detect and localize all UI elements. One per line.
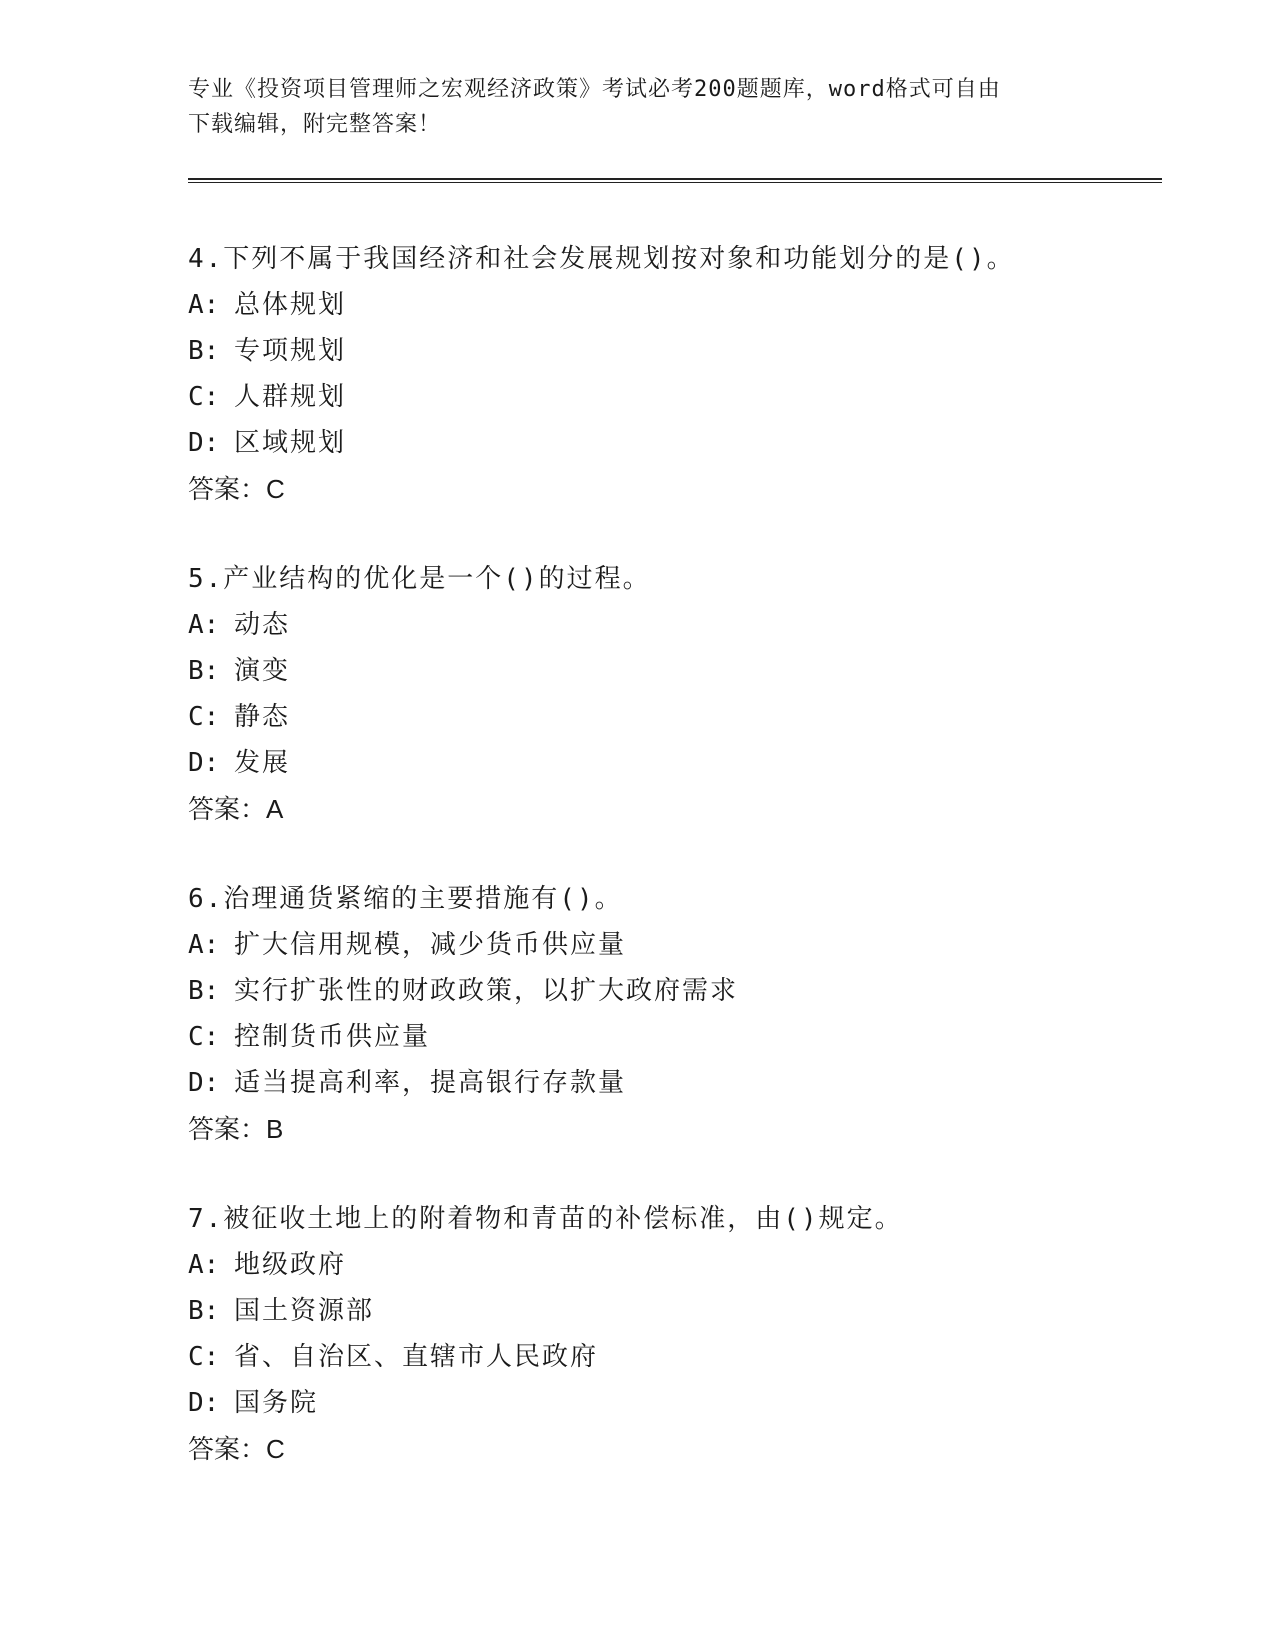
question-4 bbox=[188, 236, 1148, 512]
option-text: 适当提高利率，提高银行存款量 bbox=[234, 1068, 627, 1098]
answer-line: 答案：C bbox=[188, 474, 285, 504]
question-stem: 7.被征收土地上的附着物和青苗的补偿标准，由()规定。 bbox=[188, 1204, 903, 1234]
option-letter: D: bbox=[188, 428, 220, 458]
option-letter: B: bbox=[188, 976, 220, 1006]
option-letter: B: bbox=[188, 336, 220, 366]
option-text: 扩大信用规模，减少货币供应量 bbox=[234, 930, 627, 960]
option-text: 总体规划 bbox=[234, 290, 347, 320]
option-letter: D: bbox=[188, 748, 220, 778]
option-letter: A: bbox=[188, 930, 220, 960]
option-b bbox=[188, 1288, 1148, 1334]
option-text: 实行扩张性的财政政策，以扩大政府需求 bbox=[234, 976, 739, 1006]
option-text: 国土资源部 bbox=[234, 1296, 375, 1326]
option-d bbox=[188, 1380, 1148, 1426]
option-a bbox=[188, 602, 1148, 648]
option-letter: C: bbox=[188, 702, 220, 732]
option-a bbox=[188, 922, 1148, 968]
option-text: 发展 bbox=[234, 748, 291, 778]
option-text: 人群规划 bbox=[234, 382, 347, 412]
option-letter: B: bbox=[188, 656, 220, 686]
question-7 bbox=[188, 1196, 1148, 1472]
option-text: 控制货币供应量 bbox=[234, 1022, 431, 1052]
option-letter: C: bbox=[188, 382, 220, 412]
option-a bbox=[188, 282, 1148, 328]
answer-line: 答案：C bbox=[188, 1434, 285, 1464]
document-header bbox=[188, 72, 1088, 142]
option-c bbox=[188, 374, 1148, 420]
option-text: 省、自治区、直辖市人民政府 bbox=[234, 1342, 599, 1372]
option-a bbox=[188, 1242, 1148, 1288]
answer-line: 答案：A bbox=[188, 794, 284, 824]
question-stem: 5.产业结构的优化是一个()的过程。 bbox=[188, 564, 651, 594]
question-stem: 6.治理通货紧缩的主要措施有()。 bbox=[188, 884, 623, 914]
question-5 bbox=[188, 556, 1148, 832]
header-line-1: 专业《投资项目管理师之宏观经济政策》考试必考200题题库，word格式可自由 bbox=[188, 77, 1001, 102]
option-b bbox=[188, 328, 1148, 374]
header-line-2: 下载编辑，附完整答案！ bbox=[188, 112, 442, 137]
option-letter: B: bbox=[188, 1296, 220, 1326]
option-text: 国务院 bbox=[234, 1388, 319, 1418]
answer-line: 答案：B bbox=[188, 1114, 284, 1144]
option-letter: A: bbox=[188, 290, 220, 320]
question-stem: 4.下列不属于我国经济和社会发展规划按对象和功能划分的是()。 bbox=[188, 244, 1015, 274]
option-letter: D: bbox=[188, 1388, 220, 1418]
option-letter: A: bbox=[188, 610, 220, 640]
option-d bbox=[188, 740, 1148, 786]
option-text: 地级政府 bbox=[234, 1250, 347, 1280]
option-b bbox=[188, 968, 1148, 1014]
option-text: 演变 bbox=[234, 656, 291, 686]
option-b bbox=[188, 648, 1148, 694]
option-c bbox=[188, 694, 1148, 740]
option-text: 动态 bbox=[234, 610, 291, 640]
question-list bbox=[188, 236, 1148, 1516]
option-letter: C: bbox=[188, 1342, 220, 1372]
option-d bbox=[188, 1060, 1148, 1106]
option-text: 专项规划 bbox=[234, 336, 347, 366]
question-6 bbox=[188, 876, 1148, 1152]
option-c bbox=[188, 1014, 1148, 1060]
option-text: 静态 bbox=[234, 702, 291, 732]
option-d bbox=[188, 420, 1148, 466]
option-letter: D: bbox=[188, 1068, 220, 1098]
option-letter: C: bbox=[188, 1022, 220, 1052]
option-c bbox=[188, 1334, 1148, 1380]
header-divider bbox=[188, 178, 1162, 183]
option-letter: A: bbox=[188, 1250, 220, 1280]
option-text: 区域规划 bbox=[234, 428, 347, 458]
